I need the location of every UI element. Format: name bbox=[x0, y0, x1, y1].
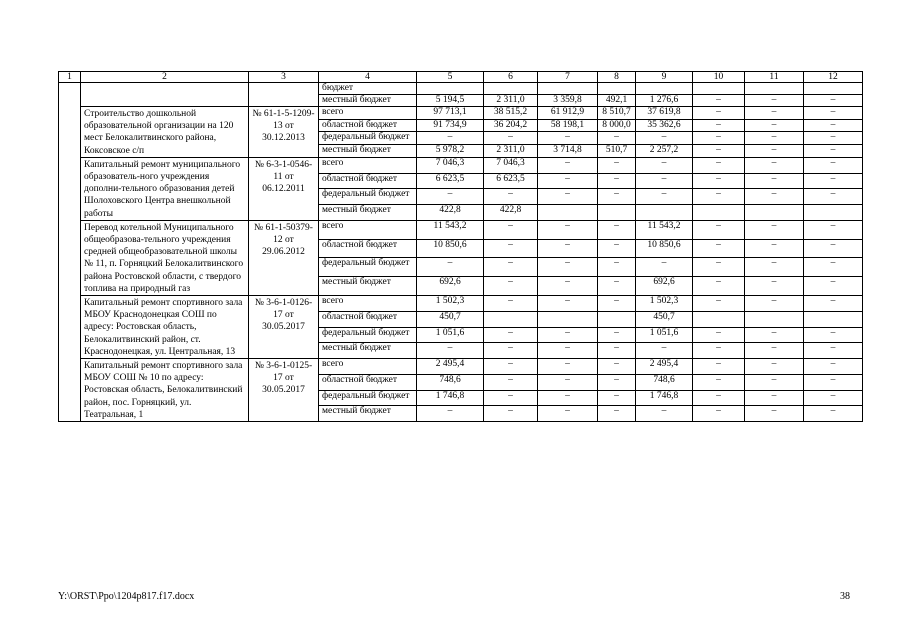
amount-cell: – bbox=[484, 359, 538, 375]
amount-cell bbox=[636, 83, 693, 95]
amount-cell: – bbox=[598, 374, 636, 390]
budget-table bbox=[58, 71, 863, 422]
amount-cell: – bbox=[693, 359, 745, 375]
amount-cell: – bbox=[538, 258, 598, 277]
amount-cell: – bbox=[484, 343, 538, 359]
amount-cell: – bbox=[484, 277, 538, 296]
amount-cell: – bbox=[693, 296, 745, 312]
funding-source: федеральный бюджет bbox=[319, 390, 417, 406]
amount-cell: 3 359,8 bbox=[538, 95, 598, 107]
amount-cell: 1 746,8 bbox=[636, 390, 693, 406]
amount-cell: – bbox=[484, 132, 538, 145]
funding-source: федеральный бюджет bbox=[319, 189, 417, 205]
amount-cell: – bbox=[745, 277, 804, 296]
amount-cell: – bbox=[538, 189, 598, 205]
amount-cell: – bbox=[804, 327, 863, 343]
funding-source: местный бюджет bbox=[319, 343, 417, 359]
amount-cell: – bbox=[484, 239, 538, 258]
amount-cell: – bbox=[484, 189, 538, 205]
amount-cell: – bbox=[804, 343, 863, 359]
amount-cell: 58 198,1 bbox=[538, 119, 598, 132]
amount-cell: – bbox=[693, 132, 745, 145]
amount-cell: – bbox=[538, 220, 598, 239]
amount-cell: – bbox=[745, 343, 804, 359]
table-row bbox=[59, 296, 863, 312]
amount-cell bbox=[693, 311, 745, 327]
funding-source: областной бюджет bbox=[319, 374, 417, 390]
amount-cell: – bbox=[745, 95, 804, 107]
amount-cell: 91 734,9 bbox=[417, 119, 484, 132]
amount-cell: – bbox=[745, 119, 804, 132]
amount-cell: – bbox=[745, 359, 804, 375]
amount-cell: – bbox=[538, 406, 598, 422]
amount-cell: – bbox=[538, 343, 598, 359]
funding-source: федеральный бюджет bbox=[319, 258, 417, 277]
amount-cell: – bbox=[745, 239, 804, 258]
amount-cell: 5 978,2 bbox=[417, 145, 484, 158]
amount-cell: 1 746,8 bbox=[417, 390, 484, 406]
amount-cell: 1 051,6 bbox=[417, 327, 484, 343]
project-document: № 3-6-1-0125-17 от 30.05.2017 bbox=[249, 359, 319, 422]
amount-cell: 1 276,6 bbox=[636, 95, 693, 107]
amount-cell: – bbox=[693, 277, 745, 296]
amount-cell: – bbox=[598, 406, 636, 422]
funding-source: местный бюджет bbox=[319, 205, 417, 221]
amount-cell: – bbox=[636, 189, 693, 205]
column-number: 6 bbox=[484, 72, 538, 83]
funding-source: местный бюджет bbox=[319, 277, 417, 296]
amount-cell: – bbox=[417, 406, 484, 422]
amount-cell: – bbox=[598, 220, 636, 239]
column-number: 3 bbox=[249, 72, 319, 83]
amount-cell: 2 257,2 bbox=[636, 145, 693, 158]
amount-cell: – bbox=[804, 132, 863, 145]
amount-cell: 1 051,6 bbox=[636, 327, 693, 343]
amount-cell: – bbox=[804, 95, 863, 107]
amount-cell: – bbox=[538, 327, 598, 343]
amount-cell: – bbox=[538, 277, 598, 296]
amount-cell: – bbox=[598, 239, 636, 258]
amount-cell: 2 311,0 bbox=[484, 95, 538, 107]
amount-cell: – bbox=[804, 119, 863, 132]
object-name: Капитальный ремонт спортивного зала МБОУ СОШ № 10 по адресу: Ростовская область, Белокалитвинский район, пос. Горняцкий, ул. Театральная, 1 bbox=[81, 359, 249, 422]
column-number: 7 bbox=[538, 72, 598, 83]
amount-cell: – bbox=[693, 157, 745, 173]
amount-cell: – bbox=[745, 374, 804, 390]
amount-cell: – bbox=[745, 173, 804, 189]
funding-source: федеральный бюджет bbox=[319, 132, 417, 145]
amount-cell: 2 311,0 bbox=[484, 145, 538, 158]
amount-cell: 492,1 bbox=[598, 95, 636, 107]
amount-cell bbox=[745, 205, 804, 221]
funding-source: областной бюджет bbox=[319, 173, 417, 189]
number-cell bbox=[59, 83, 81, 422]
table-row bbox=[59, 220, 863, 239]
project-document: № 61-1-5-1209-13 от 30.12.2013 bbox=[249, 107, 319, 158]
column-number: 12 bbox=[804, 72, 863, 83]
amount-cell: 35 362,6 bbox=[636, 119, 693, 132]
amount-cell: – bbox=[804, 220, 863, 239]
object-name: Капитальный ремонт муниципального образователь-ного учреждения дополни-тельного образования детей Шолоховского Центра внешкольной работы bbox=[81, 157, 249, 220]
amount-cell: 8 000,0 bbox=[598, 119, 636, 132]
amount-cell: – bbox=[745, 132, 804, 145]
column-number: 9 bbox=[636, 72, 693, 83]
amount-cell bbox=[693, 205, 745, 221]
amount-cell: – bbox=[598, 359, 636, 375]
funding-source: всего bbox=[319, 296, 417, 312]
funding-source: бюджет bbox=[319, 83, 417, 95]
amount-cell: – bbox=[538, 374, 598, 390]
amount-cell: – bbox=[538, 173, 598, 189]
amount-cell: – bbox=[598, 258, 636, 277]
amount-cell: 8 510,7 bbox=[598, 107, 636, 120]
amount-cell: – bbox=[693, 119, 745, 132]
amount-cell bbox=[484, 311, 538, 327]
amount-cell: – bbox=[417, 132, 484, 145]
amount-cell: – bbox=[417, 189, 484, 205]
footer-file-path: Y:\ORST\Ppo\1204p817.f17.docx bbox=[58, 591, 195, 602]
amount-cell: – bbox=[693, 107, 745, 120]
table-row bbox=[59, 107, 863, 120]
project-document: № 61-1-50379-12 от 29.06.2012 bbox=[249, 220, 319, 295]
amount-cell: 510,7 bbox=[598, 145, 636, 158]
column-number-row bbox=[59, 72, 863, 83]
amount-cell: – bbox=[538, 390, 598, 406]
amount-cell: – bbox=[693, 239, 745, 258]
amount-cell: – bbox=[538, 296, 598, 312]
table-row bbox=[59, 83, 863, 95]
amount-cell: – bbox=[693, 258, 745, 277]
funding-source: всего bbox=[319, 359, 417, 375]
amount-cell: 11 543,2 bbox=[636, 220, 693, 239]
amount-cell: 2 495,4 bbox=[636, 359, 693, 375]
amount-cell: – bbox=[745, 258, 804, 277]
object-name-cell bbox=[81, 83, 249, 107]
amount-cell: – bbox=[804, 390, 863, 406]
table-row bbox=[59, 157, 863, 173]
document-cell bbox=[249, 83, 319, 107]
amount-cell: 6 623,5 bbox=[417, 173, 484, 189]
project-document: № 3-6-1-0126-17 от 30.05.2017 bbox=[249, 296, 319, 359]
amount-cell: – bbox=[745, 157, 804, 173]
amount-cell: – bbox=[598, 173, 636, 189]
amount-cell: – bbox=[745, 406, 804, 422]
amount-cell: – bbox=[804, 258, 863, 277]
amount-cell: – bbox=[804, 107, 863, 120]
column-number: 5 bbox=[417, 72, 484, 83]
amount-cell: 748,6 bbox=[417, 374, 484, 390]
funding-source: всего bbox=[319, 107, 417, 120]
amount-cell: – bbox=[693, 145, 745, 158]
amount-cell: – bbox=[538, 239, 598, 258]
funding-source: всего bbox=[319, 220, 417, 239]
amount-cell: 97 713,1 bbox=[417, 107, 484, 120]
amount-cell: – bbox=[693, 173, 745, 189]
amount-cell: – bbox=[598, 189, 636, 205]
amount-cell: – bbox=[804, 189, 863, 205]
amount-cell: – bbox=[745, 327, 804, 343]
column-number: 10 bbox=[693, 72, 745, 83]
column-number: 8 bbox=[598, 72, 636, 83]
amount-cell bbox=[745, 311, 804, 327]
funding-source: областной бюджет bbox=[319, 311, 417, 327]
amount-cell bbox=[417, 83, 484, 95]
amount-cell: – bbox=[745, 296, 804, 312]
amount-cell: – bbox=[598, 157, 636, 173]
amount-cell bbox=[538, 311, 598, 327]
column-number: 2 bbox=[81, 72, 249, 83]
amount-cell: – bbox=[693, 95, 745, 107]
funding-source: областной бюджет bbox=[319, 239, 417, 258]
amount-cell: 450,7 bbox=[417, 311, 484, 327]
amount-cell: 1 502,3 bbox=[636, 296, 693, 312]
funding-source: всего bbox=[319, 157, 417, 173]
amount-cell: – bbox=[636, 406, 693, 422]
amount-cell: – bbox=[804, 173, 863, 189]
amount-cell: – bbox=[636, 132, 693, 145]
amount-cell: – bbox=[484, 390, 538, 406]
amount-cell: – bbox=[745, 107, 804, 120]
amount-cell bbox=[598, 311, 636, 327]
amount-cell: – bbox=[745, 189, 804, 205]
amount-cell: – bbox=[804, 277, 863, 296]
amount-cell: – bbox=[417, 258, 484, 277]
amount-cell: – bbox=[693, 406, 745, 422]
amount-cell: – bbox=[693, 189, 745, 205]
amount-cell: – bbox=[538, 132, 598, 145]
amount-cell: 5 194,5 bbox=[417, 95, 484, 107]
amount-cell: – bbox=[804, 374, 863, 390]
amount-cell: – bbox=[745, 220, 804, 239]
amount-cell bbox=[538, 205, 598, 221]
amount-cell: 7 046,3 bbox=[484, 157, 538, 173]
amount-cell: – bbox=[745, 145, 804, 158]
amount-cell bbox=[538, 83, 598, 95]
amount-cell: – bbox=[484, 406, 538, 422]
amount-cell: – bbox=[804, 157, 863, 173]
amount-cell: – bbox=[484, 220, 538, 239]
project-document: № 6-3-1-0546-11 от 06.12.2011 bbox=[249, 157, 319, 220]
object-name: Перевод котельной Муниципального общеобразова-тельного учреждения средней общеобразовательной школы № 11, п. Горняцкий Белокалитвинского района Ростовской области, с твердого топлива на природный газ bbox=[81, 220, 249, 295]
amount-cell bbox=[804, 311, 863, 327]
column-number: 11 bbox=[745, 72, 804, 83]
amount-cell bbox=[598, 205, 636, 221]
amount-cell: – bbox=[804, 359, 863, 375]
page-number: 38 bbox=[840, 591, 850, 602]
amount-cell: – bbox=[598, 343, 636, 359]
amount-cell: 38 515,2 bbox=[484, 107, 538, 120]
amount-cell: – bbox=[804, 239, 863, 258]
amount-cell: – bbox=[693, 390, 745, 406]
amount-cell: – bbox=[804, 145, 863, 158]
amount-cell: – bbox=[538, 359, 598, 375]
amount-cell: 11 543,2 bbox=[417, 220, 484, 239]
table-row bbox=[59, 359, 863, 375]
amount-cell: – bbox=[693, 327, 745, 343]
amount-cell bbox=[804, 205, 863, 221]
funding-source: областной бюджет bbox=[319, 119, 417, 132]
amount-cell: – bbox=[636, 258, 693, 277]
amount-cell bbox=[693, 83, 745, 95]
funding-source: местный бюджет bbox=[319, 145, 417, 158]
amount-cell: – bbox=[598, 132, 636, 145]
amount-cell: 10 850,6 bbox=[417, 239, 484, 258]
amount-cell: – bbox=[417, 343, 484, 359]
amount-cell: 422,8 bbox=[484, 205, 538, 221]
amount-cell: – bbox=[484, 296, 538, 312]
amount-cell: – bbox=[598, 296, 636, 312]
funding-source: федеральный бюджет bbox=[319, 327, 417, 343]
amount-cell: 36 204,2 bbox=[484, 119, 538, 132]
amount-cell: 748,6 bbox=[636, 374, 693, 390]
amount-cell bbox=[484, 83, 538, 95]
amount-cell bbox=[745, 83, 804, 95]
amount-cell: 10 850,6 bbox=[636, 239, 693, 258]
amount-cell: – bbox=[484, 327, 538, 343]
amount-cell: 6 623,5 bbox=[484, 173, 538, 189]
amount-cell: – bbox=[484, 374, 538, 390]
amount-cell: 450,7 bbox=[636, 311, 693, 327]
amount-cell: 2 495,4 bbox=[417, 359, 484, 375]
amount-cell: 422,8 bbox=[417, 205, 484, 221]
amount-cell: 37 619,8 bbox=[636, 107, 693, 120]
amount-cell: – bbox=[636, 343, 693, 359]
amount-cell: – bbox=[636, 157, 693, 173]
funding-source: местный бюджет bbox=[319, 406, 417, 422]
object-name: Строительство дошкольной образовательной организации на 120 мест Белокалитвинского района, Коксовское с/п bbox=[81, 107, 249, 158]
amount-cell bbox=[804, 83, 863, 95]
amount-cell: – bbox=[598, 390, 636, 406]
amount-cell: – bbox=[598, 327, 636, 343]
amount-cell: – bbox=[484, 258, 538, 277]
amount-cell: – bbox=[538, 157, 598, 173]
amount-cell: – bbox=[693, 374, 745, 390]
amount-cell: 7 046,3 bbox=[417, 157, 484, 173]
amount-cell: – bbox=[693, 220, 745, 239]
amount-cell bbox=[598, 83, 636, 95]
amount-cell: 61 912,9 bbox=[538, 107, 598, 120]
amount-cell: – bbox=[745, 390, 804, 406]
amount-cell: – bbox=[804, 296, 863, 312]
amount-cell bbox=[636, 205, 693, 221]
amount-cell: 692,6 bbox=[636, 277, 693, 296]
amount-cell: 3 714,8 bbox=[538, 145, 598, 158]
funding-source: местный бюджет bbox=[319, 95, 417, 107]
amount-cell: – bbox=[598, 277, 636, 296]
amount-cell: – bbox=[693, 343, 745, 359]
object-name: Капитальный ремонт спортивного зала МБОУ Краснодонецкая СОШ по адресу: Ростовская область, Белокалитвинский район, ст. Краснодонецкая, ул. Центральная, 13 bbox=[81, 296, 249, 359]
amount-cell: – bbox=[636, 173, 693, 189]
amount-cell: 1 502,3 bbox=[417, 296, 484, 312]
amount-cell: – bbox=[804, 406, 863, 422]
column-number: 1 bbox=[59, 72, 81, 83]
column-number: 4 bbox=[319, 72, 417, 83]
amount-cell: 692,6 bbox=[417, 277, 484, 296]
